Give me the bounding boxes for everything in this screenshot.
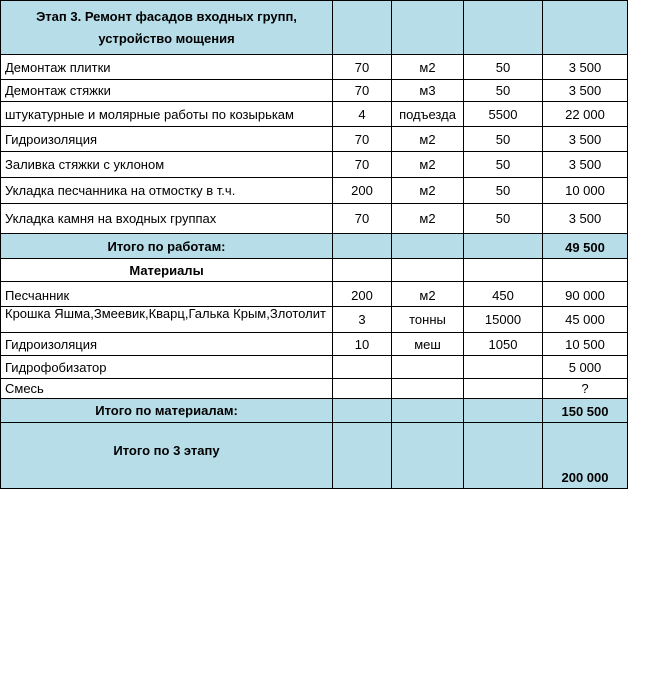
material-qty: 3: [333, 307, 392, 333]
material-name: Гидроизоляция: [1, 333, 333, 356]
work-unit: м2: [392, 55, 464, 80]
material-qty: 200: [333, 282, 392, 307]
material-qty: [333, 356, 392, 379]
stage-total-row: [1, 423, 628, 489]
material-name-text: Крошка Яшма,Змеевик,Кварц,Галька Крым,Злотолит: [5, 307, 326, 321]
work-total: 3 500: [543, 204, 628, 234]
work-qty: 200: [333, 178, 392, 204]
materials-total-value: 150 500: [543, 399, 628, 423]
work-price: 50: [464, 152, 543, 178]
work-row: [1, 55, 628, 80]
work-row: [1, 204, 628, 234]
work-total: 3 500: [543, 55, 628, 80]
material-name: [1, 307, 333, 333]
empty-cell: [464, 399, 543, 423]
work-name: штукатурные и молярные работы по козырькам: [1, 102, 333, 127]
work-unit: м2: [392, 152, 464, 178]
work-row: [1, 178, 628, 204]
material-price: [464, 356, 543, 379]
materials-total-label: Итого по материалам:: [1, 399, 333, 423]
work-row: [1, 152, 628, 178]
material-unit: [392, 356, 464, 379]
material-total: 5 000: [543, 356, 628, 379]
material-name: Песчанник: [1, 282, 333, 307]
stage-header-cell: Этап 3. Ремонт фасадов входных групп, устройство мощения: [1, 1, 333, 55]
work-total: 3 500: [543, 152, 628, 178]
empty-cell: [392, 259, 464, 282]
empty-cell: [392, 423, 464, 489]
work-price: 50: [464, 127, 543, 152]
work-name: Заливка стяжки с уклоном: [1, 152, 333, 178]
stage-total-label: Итого по 3 этапу: [1, 423, 333, 489]
material-qty: [333, 379, 392, 399]
empty-cell: [392, 399, 464, 423]
empty-cell: [333, 399, 392, 423]
empty-cell: [392, 1, 464, 55]
material-row: [1, 356, 628, 379]
empty-cell: [333, 259, 392, 282]
materials-header-row: [1, 259, 628, 282]
work-name: Демонтаж плитки: [1, 55, 333, 80]
work-row: [1, 102, 628, 127]
material-row: [1, 333, 628, 356]
work-unit: м2: [392, 204, 464, 234]
work-row: [1, 127, 628, 152]
material-qty: 10: [333, 333, 392, 356]
empty-cell: [464, 1, 543, 55]
works-total-value: 49 500: [543, 234, 628, 259]
work-price: 5500: [464, 102, 543, 127]
material-row: [1, 307, 628, 333]
empty-cell: [464, 234, 543, 259]
stage-header-row: [1, 1, 628, 55]
work-qty: 70: [333, 80, 392, 102]
work-price: 50: [464, 178, 543, 204]
work-qty: 70: [333, 152, 392, 178]
empty-cell: [543, 259, 628, 282]
material-total: 90 000: [543, 282, 628, 307]
material-total: ?: [543, 379, 628, 399]
material-total: 45 000: [543, 307, 628, 333]
materials-total-row: [1, 399, 628, 423]
empty-cell: [464, 259, 543, 282]
material-unit: меш: [392, 333, 464, 356]
material-unit: м2: [392, 282, 464, 307]
work-price: 50: [464, 204, 543, 234]
work-qty: 70: [333, 55, 392, 80]
materials-header: Материалы: [1, 259, 333, 282]
works-total-label: Итого по работам:: [1, 234, 333, 259]
material-price: [464, 379, 543, 399]
material-total: 10 500: [543, 333, 628, 356]
material-name: Смесь: [1, 379, 333, 399]
work-total: 10 000: [543, 178, 628, 204]
material-name: Гидрофобизатор: [1, 356, 333, 379]
empty-cell: [464, 423, 543, 489]
material-row: [1, 379, 628, 399]
work-unit: подъезда: [392, 102, 464, 127]
work-qty: 70: [333, 204, 392, 234]
work-row: [1, 80, 628, 102]
work-price: 50: [464, 80, 543, 102]
empty-cell: [392, 234, 464, 259]
empty-cell: [333, 423, 392, 489]
work-price: 50: [464, 55, 543, 80]
work-unit: м3: [392, 80, 464, 102]
work-name: Укладка камня на входных группах: [1, 204, 333, 234]
work-total: 3 500: [543, 127, 628, 152]
material-unit: [392, 379, 464, 399]
material-price: 450: [464, 282, 543, 307]
material-unit: тонны: [392, 307, 464, 333]
empty-cell: [333, 1, 392, 55]
work-total: 22 000: [543, 102, 628, 127]
material-price: 15000: [464, 307, 543, 333]
work-unit: м2: [392, 178, 464, 204]
works-total-row: [1, 234, 628, 259]
work-name: Гидроизоляция: [1, 127, 333, 152]
material-price: 1050: [464, 333, 543, 356]
empty-cell: [543, 1, 628, 55]
empty-cell: [333, 234, 392, 259]
work-name: Демонтаж стяжки: [1, 80, 333, 102]
work-qty: 4: [333, 102, 392, 127]
work-qty: 70: [333, 127, 392, 152]
material-row: [1, 282, 628, 307]
work-unit: м2: [392, 127, 464, 152]
work-total: 3 500: [543, 80, 628, 102]
work-name: Укладка песчанника на отмостку в т.ч.: [1, 178, 333, 204]
stage-total-value: 200 000: [543, 423, 628, 489]
